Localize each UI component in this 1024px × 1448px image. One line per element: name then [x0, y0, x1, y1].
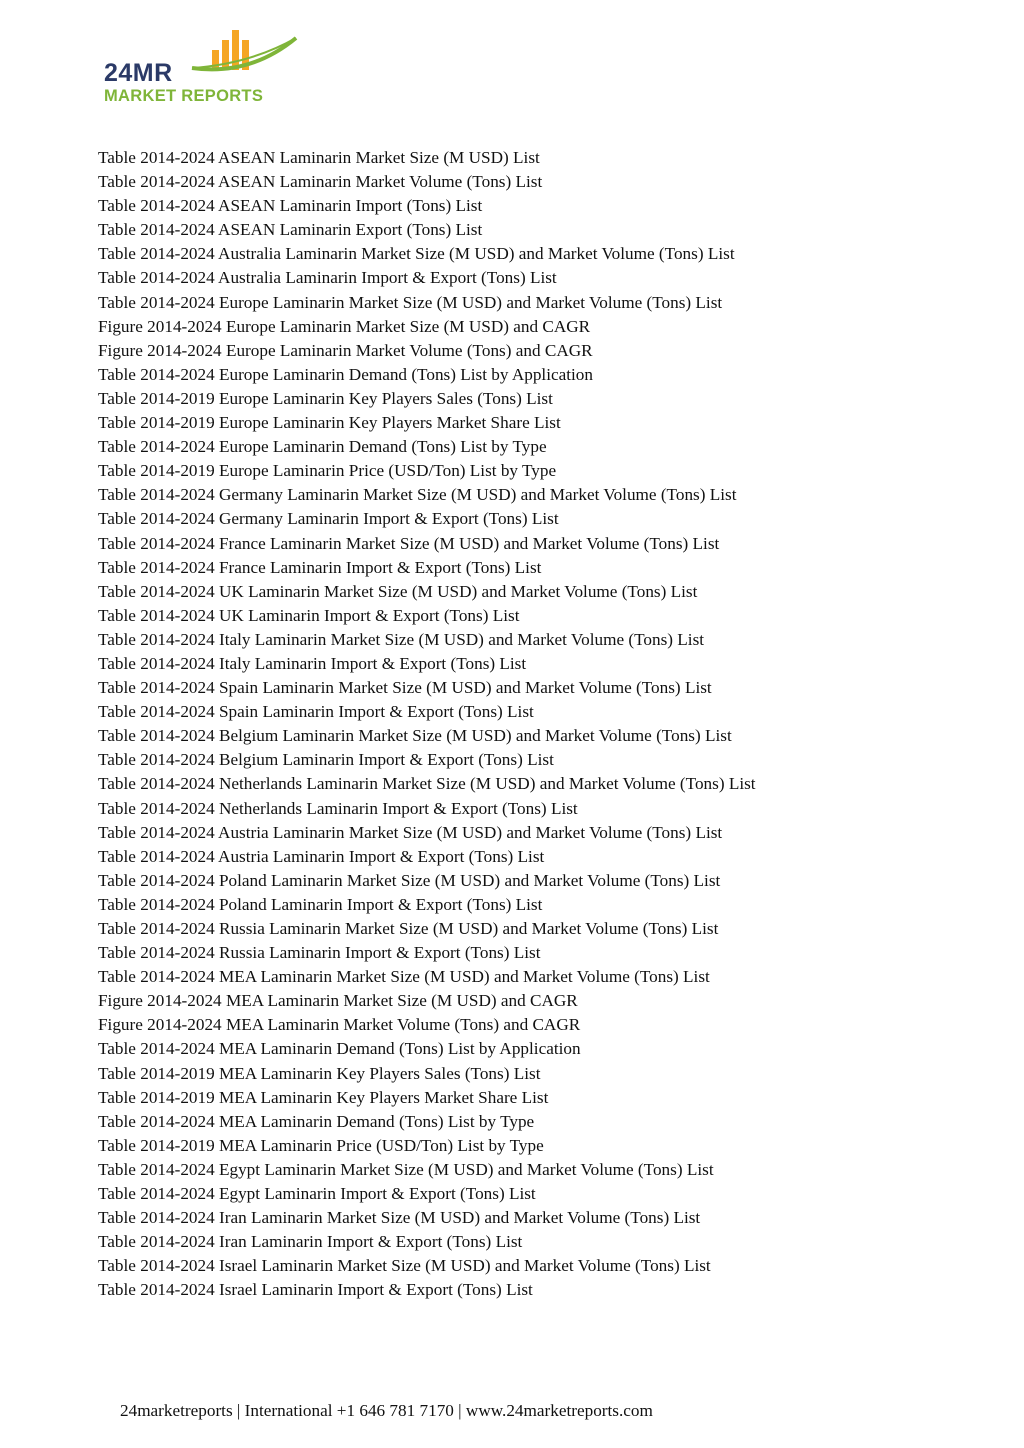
toc-item: Table 2014-2024 Poland Laminarin Import & Export (Tons) List	[98, 894, 543, 914]
toc-item: Table 2014-2024 Spain Laminarin Market Size (M USD) and Market Volume (Tons) List	[98, 678, 712, 698]
toc-item: Table 2014-2019 Europe Laminarin Price (USD/Ton) List by Type	[98, 461, 557, 481]
toc-item: Table 2014-2024 Germany Laminarin Import & Export (Tons) List	[98, 509, 559, 529]
page-footer: 24marketreports | International +1 646 781 7170 | www.24marketreports.com	[120, 1401, 653, 1420]
toc-item: Table 2014-2019 MEA Laminarin Price (USD/Ton) List by Type	[98, 1135, 544, 1155]
toc-item: Table 2014-2019 Europe Laminarin Key Players Sales (Tons) List	[98, 388, 553, 408]
toc-item: Table 2014-2024 Iran Laminarin Import & Export (Tons) List	[98, 1232, 523, 1252]
toc-item: Table 2014-2024 Australia Laminarin Market Size (M USD) and Market Volume (Tons) List	[98, 244, 735, 264]
toc-item: Table 2014-2024 Austria Laminarin Import & Export (Tons) List	[98, 846, 545, 866]
toc-item: Table 2014-2024 Europe Laminarin Market Size (M USD) and Market Volume (Tons) List	[98, 292, 723, 312]
company-logo	[100, 28, 310, 108]
toc-item: Table 2014-2024 Russia Laminarin Market Size (M USD) and Market Volume (Tons) List	[98, 919, 719, 938]
toc-item: Table 2014-2024 Poland Laminarin Market Size (M USD) and Market Volume (Tons) List	[98, 870, 721, 890]
toc-item: Table 2014-2024 Iran Laminarin Market Size (M USD) and Market Volume (Tons) List	[98, 1208, 701, 1228]
toc-item: Table 2014-2024 Germany Laminarin Market Size (M USD) and Market Volume (Tons) List	[98, 485, 737, 505]
toc-item: Table 2014-2024 ASEAN Laminarin Import (Tons) List	[98, 196, 483, 216]
toc-item: Table 2014-2024 France Laminarin Market Size (M USD) and Market Volume (Tons) List	[98, 533, 720, 553]
toc-item: Table 2014-2024 Australia Laminarin Import & Export (Tons) List	[98, 268, 557, 288]
toc-item: Table 2014-2024 MEA Laminarin Demand (Tons) List by Application	[98, 1039, 581, 1059]
toc-item: Table 2014-2024 Belgium Laminarin Market Size (M USD) and Market Volume (Tons) List	[98, 726, 732, 746]
toc-item: Table 2014-2024 Israel Laminarin Market Size (M USD) and Market Volume (Tons) List	[98, 1256, 711, 1276]
toc-item: Table 2014-2024 France Laminarin Import & Export (Tons) List	[98, 557, 542, 577]
toc-item: Table 2014-2024 Israel Laminarin Import & Export (Tons) List	[98, 1280, 533, 1300]
toc-item: Figure 2014-2024 Europe Laminarin Market Volume (Tons) and CAGR	[98, 340, 593, 360]
toc-item: Table 2014-2024 Netherlands Laminarin Market Size (M USD) and Market Volume (Tons) List	[98, 774, 756, 794]
logo-text-24mr: 24MR	[104, 59, 173, 87]
toc-item: Figure 2014-2024 MEA Laminarin Market Size (M USD) and CAGR	[98, 991, 578, 1011]
toc-item: Table 2014-2024 MEA Laminarin Demand (Tons) List by Type	[98, 1111, 535, 1131]
toc-item: Table 2014-2019 MEA Laminarin Key Players Sales (Tons) List	[98, 1063, 541, 1083]
toc-item: Figure 2014-2024 MEA Laminarin Market Volume (Tons) and CAGR	[98, 1015, 581, 1035]
toc-item: Table 2014-2024 Belgium Laminarin Import & Export (Tons) List	[98, 750, 554, 770]
toc-item: Table 2014-2024 MEA Laminarin Market Size (M USD) and Market Volume (Tons) List	[98, 967, 710, 987]
toc-item: Table 2014-2024 Spain Laminarin Import & Export (Tons) List	[98, 702, 534, 722]
toc-item: Table 2014-2024 Egypt Laminarin Market Size (M USD) and Market Volume (Tons) List	[98, 1159, 714, 1179]
toc-item: Table 2014-2024 Italy Laminarin Import & Export (Tons) List	[98, 653, 527, 673]
toc-item: Table 2014-2024 Russia Laminarin Import & Export (Tons) List	[98, 943, 541, 963]
toc-item: Table 2014-2024 Italy Laminarin Market Size (M USD) and Market Volume (Tons) List	[98, 629, 705, 649]
toc-item: Table 2014-2019 MEA Laminarin Key Players Market Share List	[98, 1087, 549, 1107]
toc-item: Table 2014-2024 Egypt Laminarin Import & Export (Tons) List	[98, 1184, 536, 1204]
toc-item: Table 2014-2024 Europe Laminarin Demand (Tons) List by Type	[98, 437, 547, 457]
toc-item: Table 2014-2024 ASEAN Laminarin Export (Tons) List	[98, 220, 483, 240]
toc-item: Table 2014-2019 Europe Laminarin Key Players Market Share List	[98, 413, 561, 433]
toc-item: Table 2014-2024 ASEAN Laminarin Market Volume (Tons) List	[98, 172, 543, 192]
logo-text-market-reports: MARKET REPORTS	[104, 87, 264, 105]
toc-item: Table 2014-2024 UK Laminarin Import & Export (Tons) List	[98, 605, 520, 625]
toc-item: Table 2014-2024 ASEAN Laminarin Market Size (M USD) List	[98, 148, 540, 167]
toc-item: Table 2014-2024 Netherlands Laminarin Import & Export (Tons) List	[98, 798, 578, 818]
toc-item: Table 2014-2024 Europe Laminarin Demand (Tons) List by Application	[98, 364, 593, 384]
toc-item: Table 2014-2024 Austria Laminarin Market Size (M USD) and Market Volume (Tons) List	[98, 822, 723, 842]
toc-item: Figure 2014-2024 Europe Laminarin Market Size (M USD) and CAGR	[98, 316, 591, 336]
toc-item: Table 2014-2024 UK Laminarin Market Size (M USD) and Market Volume (Tons) List	[98, 581, 698, 601]
toc-list	[98, 146, 756, 1303]
